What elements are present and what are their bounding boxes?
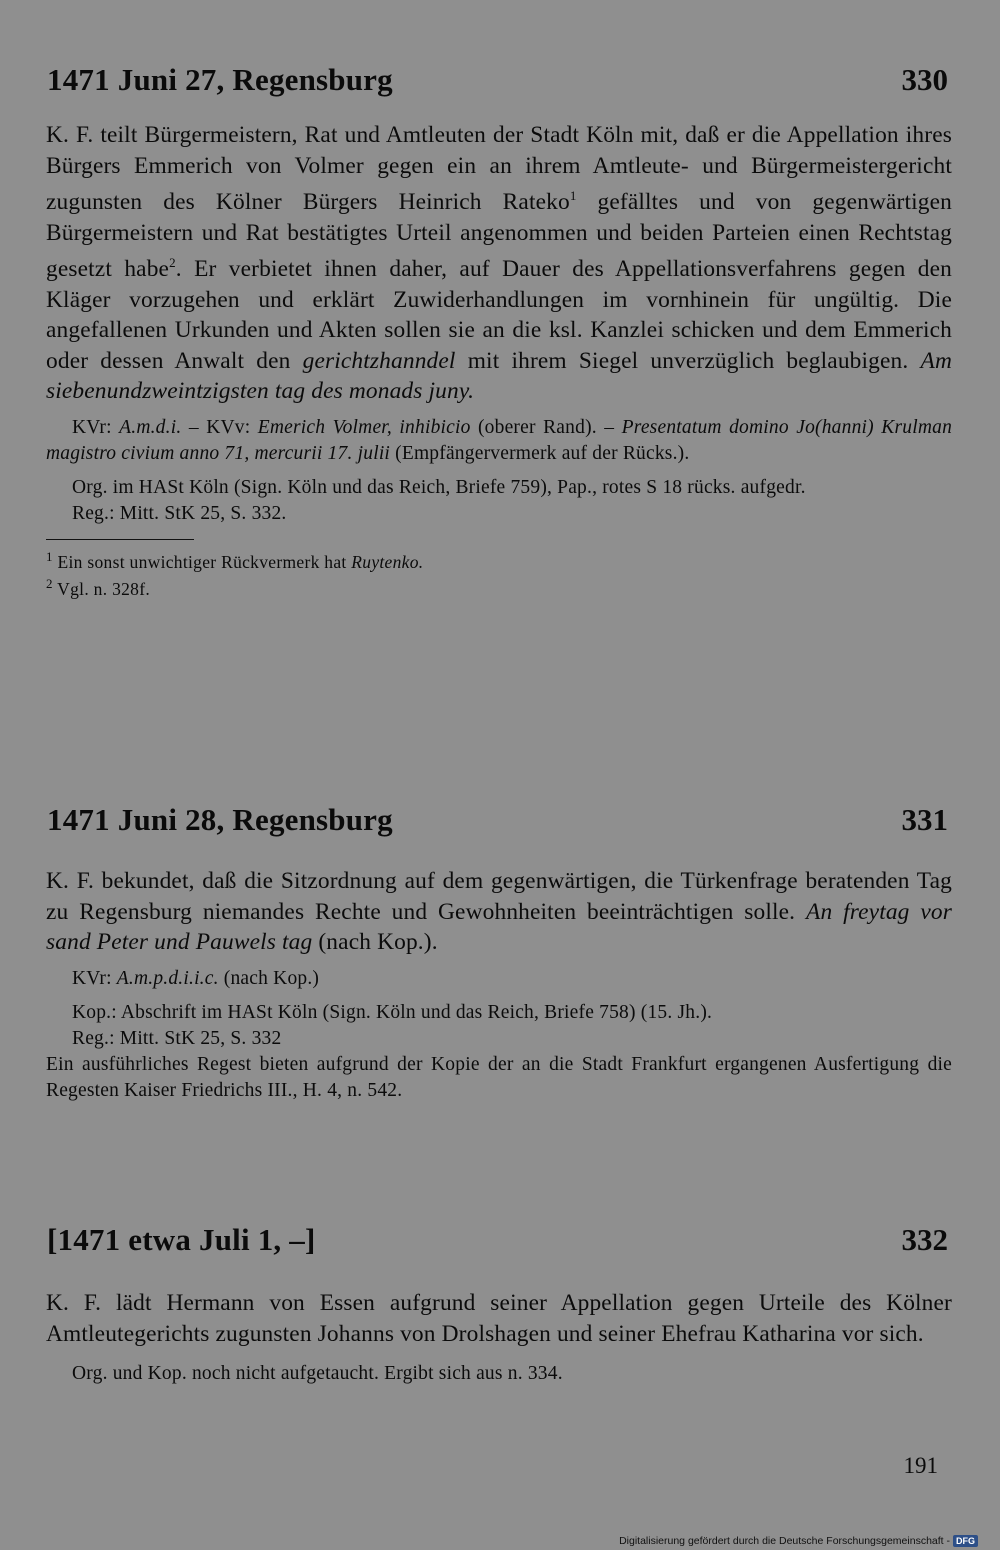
summary-text: . Er verbietet ihnen daher, auf Dauer des Appellationsverfahrens gegen den Kläger vorzugehen und erklärt Zuwiderhandlungen im vornhinein für ungültig. Die angefallenen Urkunden und Akten sollen sie an die ksl. Kanzlei schicken und dem Emmerich oder dessen Anwalt den bbox=[46, 255, 952, 374]
note-text: (oberer Rand). – bbox=[470, 416, 622, 438]
entry-header bbox=[42, 802, 952, 846]
note-italic: Emerich Volmer, inhibicio bbox=[257, 416, 471, 438]
entry-number: 330 bbox=[901, 62, 948, 97]
footnote-text: Vgl. n. 328f. bbox=[57, 578, 151, 599]
dating-clause: Am siebenundzweintzigsten tag des monads juny. bbox=[46, 347, 952, 405]
note-label: KVr: bbox=[72, 416, 120, 438]
entry-summary bbox=[46, 120, 952, 407]
footnote-mark: 2 bbox=[46, 575, 53, 591]
additional-note: Ein ausführliches Regest bieten aufgrund der Kopie der an die Stadt Frankfurt ergangenen Ausfertigung die Regesten Kaiser Friedrichs III., H. 4, n. 542. bbox=[46, 1053, 952, 1101]
copy-source-note: Kop.: Abschrift im HASt Köln (Sign. Köln und das Reich, Briefe 758) (15. Jh.). bbox=[72, 1001, 713, 1023]
summary-text: gefälltes und von gegenwärtigen Bürgermeistern und Rat bestätigtes Urteil angenommen und beiden Parteien einen Rechtstag gesetzt habe bbox=[46, 188, 952, 282]
note-italic: Presentatum domino Jo(hanni) Krulman magistro civium anno 71, mercurii 17. julii bbox=[46, 416, 953, 464]
original-source-note: Org. und Kop. noch nicht aufgetaucht. Ergibt sich aus n. 334. bbox=[72, 1363, 563, 1385]
regest-entry-330 bbox=[42, 62, 952, 600]
dating-clause: An freytag vor sand Peter und Pauwels tag bbox=[46, 898, 952, 956]
footnote-ref: 2 bbox=[169, 255, 176, 271]
footnote-mark: 1 bbox=[46, 548, 53, 564]
footnote-text: Ein sonst unwichtiger Rückvermerk hat bbox=[57, 551, 352, 572]
regest-reference: Reg.: Mitt. StK 25, S. 332 bbox=[72, 1027, 282, 1049]
note-text: (nach Kop.) bbox=[218, 967, 320, 989]
summary-text: mit ihrem Siegel unverzüglich beglaubigen. bbox=[455, 347, 921, 374]
endorsement-note bbox=[46, 966, 952, 992]
entry-header bbox=[42, 1222, 952, 1266]
summary-text: K. F. bekundet, daß die Sitzordnung auf dem gegenwärtigen, die Türkenfrage beratenden Tag zu Regensburg niemandes Rechte und Gewohnheiten beeinträchtigen solle. bbox=[46, 868, 952, 925]
entry-number: 332 bbox=[901, 1222, 948, 1257]
page-number: 191 bbox=[903, 1453, 938, 1478]
footnote-2 bbox=[46, 573, 952, 600]
footer-text: Digitalisierung gefördert durch die Deutsche Forschungsgemeinschaft - bbox=[619, 1535, 950, 1547]
footnote-1 bbox=[46, 546, 952, 573]
entry-title: 1471 Juni 28, Regensburg bbox=[47, 802, 393, 837]
note-italic: A.m.d.i. bbox=[119, 416, 182, 438]
entry-title: 1471 Juni 27, Regensburg bbox=[47, 62, 393, 97]
digitization-footer bbox=[619, 1535, 978, 1547]
summary-text: (nach Kop.). bbox=[312, 929, 438, 956]
dfg-logo: DFG bbox=[953, 1535, 978, 1547]
note-label: – KVv: bbox=[181, 416, 258, 438]
original-source-note: Org. im HASt Köln (Sign. Köln und das Reich, Briefe 759), Pap., rotes S 18 rücks. aufgedr. bbox=[72, 476, 806, 498]
footnote-separator bbox=[46, 539, 194, 540]
regest-reference: Reg.: Mitt. StK 25, S. 332. bbox=[72, 502, 287, 524]
regest-entry-332 bbox=[42, 1222, 952, 1387]
entry-summary: K. F. lädt Hermann von Essen aufgrund seiner Appellation gegen Urteile des Kölner Amtleutegerichts zugunsten Johanns von Drolshagen und seiner Ehefrau Katharina vor sich. bbox=[46, 1290, 952, 1347]
footnote-italic: Ruytenko. bbox=[351, 551, 424, 572]
entry-summary bbox=[46, 866, 952, 958]
note-italic: A.m.p.d.i.i.c. bbox=[116, 967, 219, 989]
entry-number: 331 bbox=[901, 802, 948, 837]
regest-entry-331 bbox=[42, 802, 952, 1104]
quoted-term: gerichtzhanndel bbox=[302, 347, 456, 374]
note-label: KVr: bbox=[72, 967, 117, 989]
summary-text: K. F. teilt Bürgermeistern, Rat und Amtleuten der Stadt Köln mit, daß er die Appellation ihres Bürgers Emmerich von Volmer gegen ein an ihrem Amtleute- und Bürgermeistergericht zugunsten des Kölner Bürgers Heinrich Rateko bbox=[46, 122, 952, 215]
footnote-ref: 1 bbox=[569, 188, 577, 204]
endorsement-note bbox=[46, 415, 952, 467]
note-text: (Empfängervermerk auf der Rücks.). bbox=[390, 442, 690, 464]
entry-title: [1471 etwa Juli 1, –] bbox=[47, 1222, 316, 1257]
entry-header bbox=[42, 62, 952, 106]
